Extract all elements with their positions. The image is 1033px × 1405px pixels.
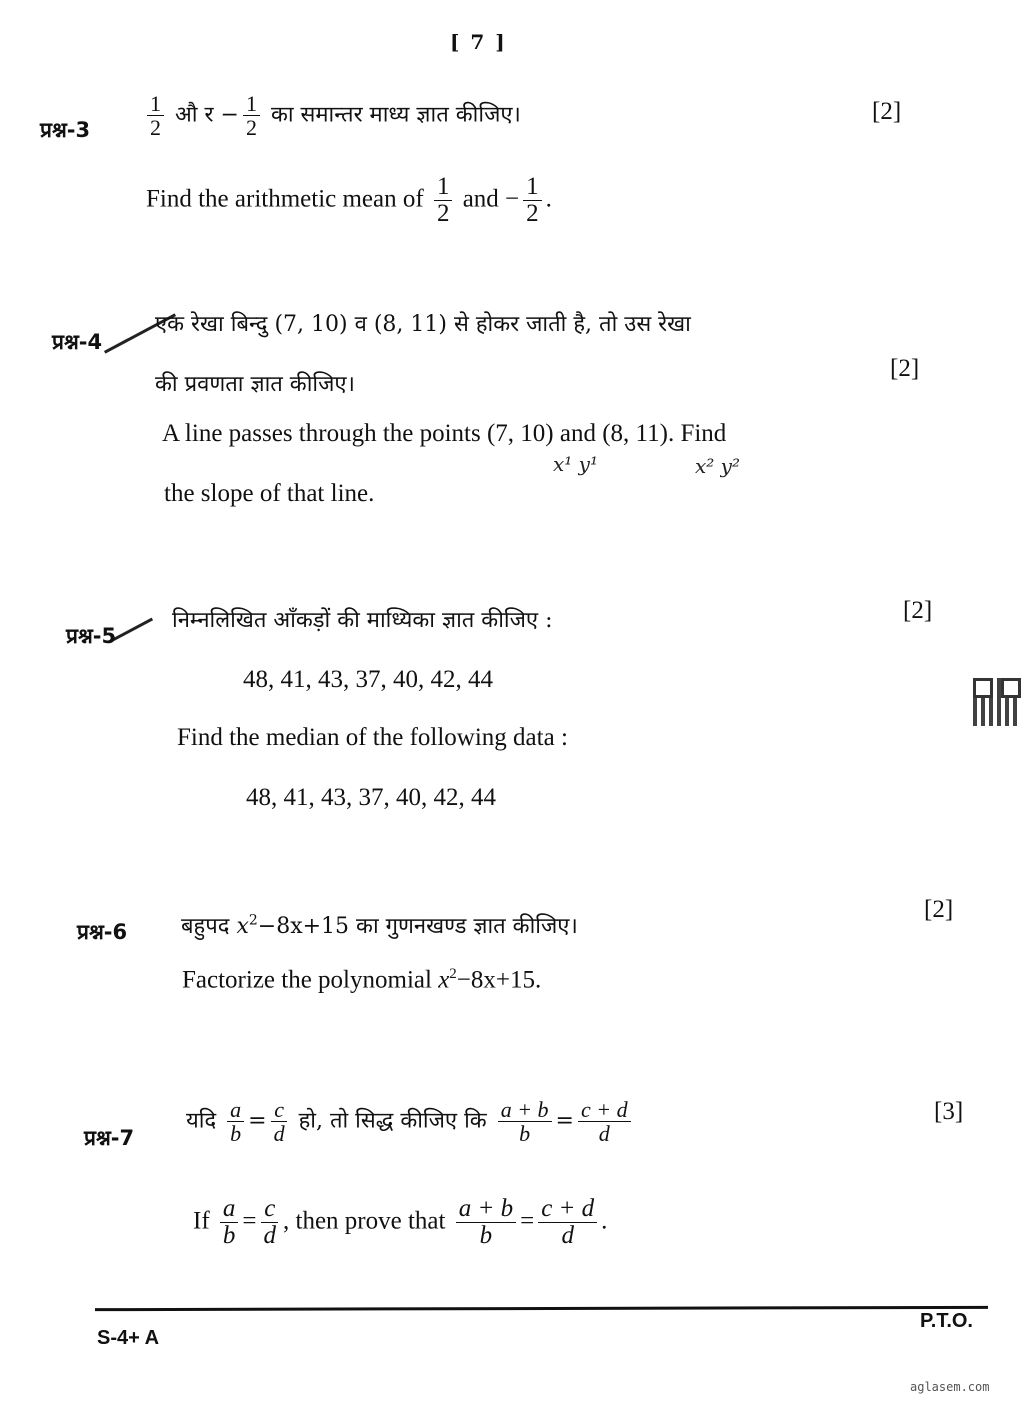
q3-period: .	[545, 185, 552, 213]
q5-marks: [2]	[903, 597, 933, 624]
q3-hindi-line	[143, 92, 521, 139]
q7-en-frac-a-b: $\frac{a}{b}$	[220, 1196, 239, 1250]
q3-english-line	[146, 174, 552, 228]
q3-english-and: and −	[462, 185, 520, 213]
q7-frac-c-d: $\frac{c}{d}$	[271, 1098, 288, 1145]
q3-hindi-text: का समान्तर माध्य ज्ञात कीजिए।	[270, 102, 521, 128]
q7-period: .	[601, 1207, 608, 1235]
q7-frac-a-b: $\frac{a}{b}$	[227, 1098, 244, 1145]
q7-en-frac-c-d: $\frac{c}{d}$	[261, 1196, 280, 1250]
q7-hindi-if: यदि	[186, 1108, 217, 1134]
q3-en-fraction-2: $\frac{1}{2}$	[523, 174, 542, 228]
q3-fraction-2: $\frac{1}{2}$	[243, 92, 260, 139]
q3-en-fraction-1: $\frac{1}{2}$	[434, 174, 453, 228]
tick-mark-q5	[112, 618, 153, 642]
watermark: aglasem.com	[910, 1380, 990, 1394]
q5-data-english: 48, 41, 43, 37, 40, 42, 44	[246, 784, 496, 811]
q6-english-text: Factorize the polynomial	[182, 966, 432, 994]
q7-hindi-text: हो, तो सिद्ध कीजिए कि	[298, 1108, 487, 1134]
q4-hindi-line-2: की प्रवणता ज्ञात कीजिए।	[155, 372, 355, 397]
q3-minus: −	[220, 102, 239, 128]
q6-label: प्रश्न-6	[77, 920, 128, 944]
q7-eq-2: =	[555, 1108, 574, 1134]
q4-handwriting-2: x² y²	[695, 454, 740, 478]
q7-frac-apb-b: $\frac{a + b}{b}$	[498, 1098, 552, 1145]
q6-poly-rest: −8x+15	[257, 914, 350, 939]
q5-hindi-line: निम्नलिखित आँकड़ों की माध्यिका ज्ञात कीजिए :	[172, 608, 553, 633]
page-number: [ 7 ]	[450, 30, 507, 54]
q7-eq-1: =	[248, 1108, 267, 1134]
q3-fraction-1: $\frac{1}{2}$	[147, 92, 164, 139]
q6-english-line	[182, 966, 541, 994]
q6-marks: [2]	[924, 896, 954, 923]
q7-english-if: If	[193, 1207, 210, 1235]
q7-hindi-line	[186, 1098, 635, 1145]
q6-en-poly-rest: −8x+15	[456, 966, 535, 994]
q4-label: प्रश्न-4	[52, 330, 103, 354]
q7-english-line	[193, 1196, 607, 1250]
q3-label: प्रश्न-3	[40, 118, 91, 142]
q7-en-eq-1: =	[242, 1207, 257, 1235]
q6-hindi-line	[181, 910, 578, 940]
q7-marks: [3]	[934, 1098, 964, 1125]
footer-rule	[95, 1306, 988, 1311]
q7-en-eq-2: =	[520, 1207, 535, 1235]
q3-hindi-and: औ र	[175, 102, 214, 128]
q6-period: .	[535, 966, 542, 994]
q4-marks: [2]	[890, 355, 920, 382]
q5-label: प्रश्न-5	[66, 624, 117, 648]
q7-english-text: , then prove that	[283, 1207, 446, 1235]
q4-handwriting-1: x¹ y¹	[553, 452, 598, 476]
paper-code: S-4+ A	[97, 1327, 160, 1349]
pto-label: P.T.O.	[920, 1310, 973, 1332]
q7-label: प्रश्न-7	[84, 1126, 135, 1150]
q5-data-hindi: 48, 41, 43, 37, 40, 42, 44	[243, 666, 493, 693]
q6-poly-x: x	[236, 914, 249, 939]
q7-frac-cpd-d: $\frac{c + d}{d}$	[578, 1098, 631, 1145]
q4-english-line-1: A line passes through the points (7, 10) and (8, 11). Find	[162, 420, 727, 447]
q5-english-line: Find the median of the following data :	[177, 724, 568, 751]
q4-english-line-2: the slope of that line.	[164, 480, 375, 507]
q6-hindi-text: का गुणनखण्ड ज्ञात कीजिए।	[356, 914, 578, 939]
q3-english-text: Find the arithmetic mean of	[146, 185, 424, 213]
q7-en-frac-cpd-d: $\frac{c + d}{d}$	[538, 1196, 597, 1250]
qr-code	[973, 678, 1021, 726]
q6-poly-exp: 2	[248, 912, 258, 929]
q6-en-poly-exp: 2	[449, 966, 457, 982]
q3-marks: [2]	[872, 98, 902, 125]
q4-hindi-line-1: एक रेखा बिन्दु (7, 10) व (8, 11) से होकर जाती है, तो उस रेखा	[155, 312, 691, 337]
q7-en-frac-apb-b: $\frac{a + b}{b}$	[456, 1196, 516, 1250]
q6-en-poly-x: x	[438, 966, 450, 994]
q6-hindi-poly-word: बहुपद	[181, 914, 230, 939]
